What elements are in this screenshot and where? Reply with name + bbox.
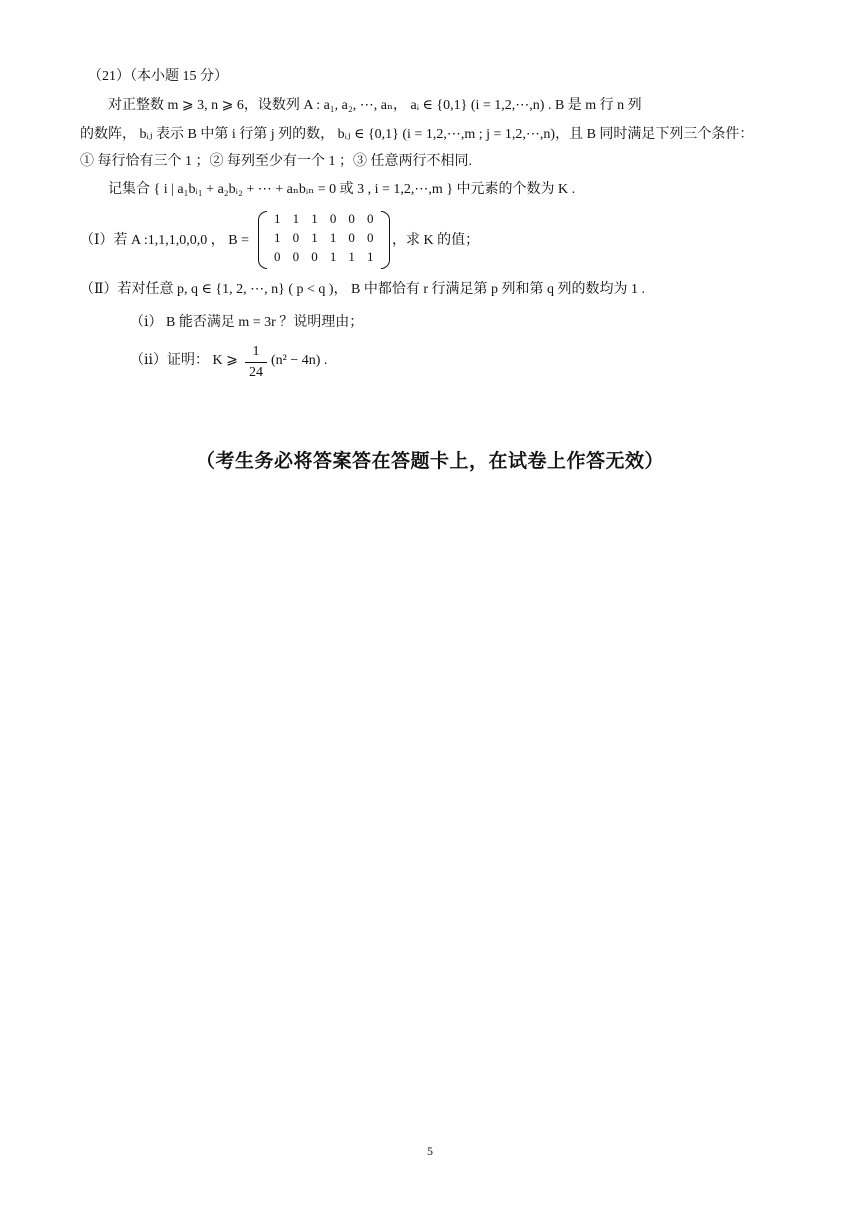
matrix-cell: 1: [274, 211, 281, 226]
matrix-cell: 0: [274, 249, 281, 264]
matrix-row-2: [268, 230, 380, 248]
fraction-1-24: [245, 343, 267, 382]
set-definition: 记集合 { i | a₁bᵢ₁ + a₂bᵢ₂ + ⋯ + aₙbᵢₙ = 0 或 3 , i = 1,2,⋯,m } 中元素的个数为 K .: [108, 182, 576, 197]
matrix-cell: 0: [348, 230, 355, 245]
part2-ii-suffix: (n² − 4n) .: [271, 353, 328, 368]
part2-i: （ⅰ） B 能否满足 m = 3r ？说明理由；: [130, 315, 364, 330]
matrix-cell: 1: [311, 211, 318, 226]
problem-intro-line1: 对正整数 m ⩾ 3, n ⩾ 6，设数列 A : a₁, a₂, ⋯, aₙ， aᵢ ∈ {0,1} (i = 1,2,⋯,n) . B 是 m 行 n 列: [108, 98, 642, 113]
part2-statement: （Ⅱ）若对任意 p, q ∈ {1, 2, ⋯, n} ( p < q )， B 中都恰有 r 行满足第 p 列和第 q 列的数均为 1 .: [80, 282, 646, 297]
problem-conditions: ① 每行恰有三个 1 ；② 每列至少有一个 1 ；③ 任意两行不相同.: [80, 154, 472, 169]
matrix-cell: 1: [329, 249, 337, 264]
matrix-cell: 0: [348, 211, 355, 226]
fraction-denominator: 24: [249, 365, 263, 380]
matrix-cell: 1: [348, 249, 355, 264]
part1-prefix: （Ⅰ）若 A :1,1,1,0,0,0 ， B =: [80, 233, 249, 248]
part2-ii-prefix: （ⅱ）证明： K ⩾: [130, 353, 238, 368]
problem-intro-line2: 的数阵， bᵢⱼ 表示 B 中第 i 行第 j 列的数， bᵢⱼ ∈ {0,1} (i = 1,2,⋯,m ; j = 1,2,⋯,n)，且 B 同时满足下列三个条件：: [80, 127, 754, 142]
problem-header: （21）（本小题 15 分）: [88, 69, 228, 84]
part1-suffix: ，求 K 的值；: [392, 233, 480, 248]
matrix-cell: 1: [274, 230, 281, 245]
matrix-cell: 0: [329, 211, 337, 226]
matrix-B: [258, 211, 390, 269]
matrix-cell: 1: [329, 230, 337, 245]
matrix-cell: 1: [311, 230, 318, 245]
matrix-cell: 0: [311, 249, 318, 264]
page-number: 5: [427, 1144, 433, 1158]
matrix-cell: 0: [367, 230, 374, 245]
matrix-cell: 1: [292, 211, 300, 226]
matrix-cell: 0: [292, 249, 300, 264]
matrix-row-1: [268, 211, 380, 229]
matrix-row-3: [268, 249, 380, 267]
matrix-cell: 0: [292, 230, 300, 245]
matrix-right-bracket: [381, 211, 390, 269]
fraction-bar: [245, 362, 267, 363]
answer-notice: （考生务必将答案答在答题卡上，在试卷上作答无效）: [195, 450, 664, 472]
fraction-numerator: 1: [252, 344, 260, 359]
matrix-left-bracket: [258, 211, 267, 269]
matrix-cell: 1: [367, 249, 374, 264]
matrix-cell: 0: [367, 211, 374, 226]
